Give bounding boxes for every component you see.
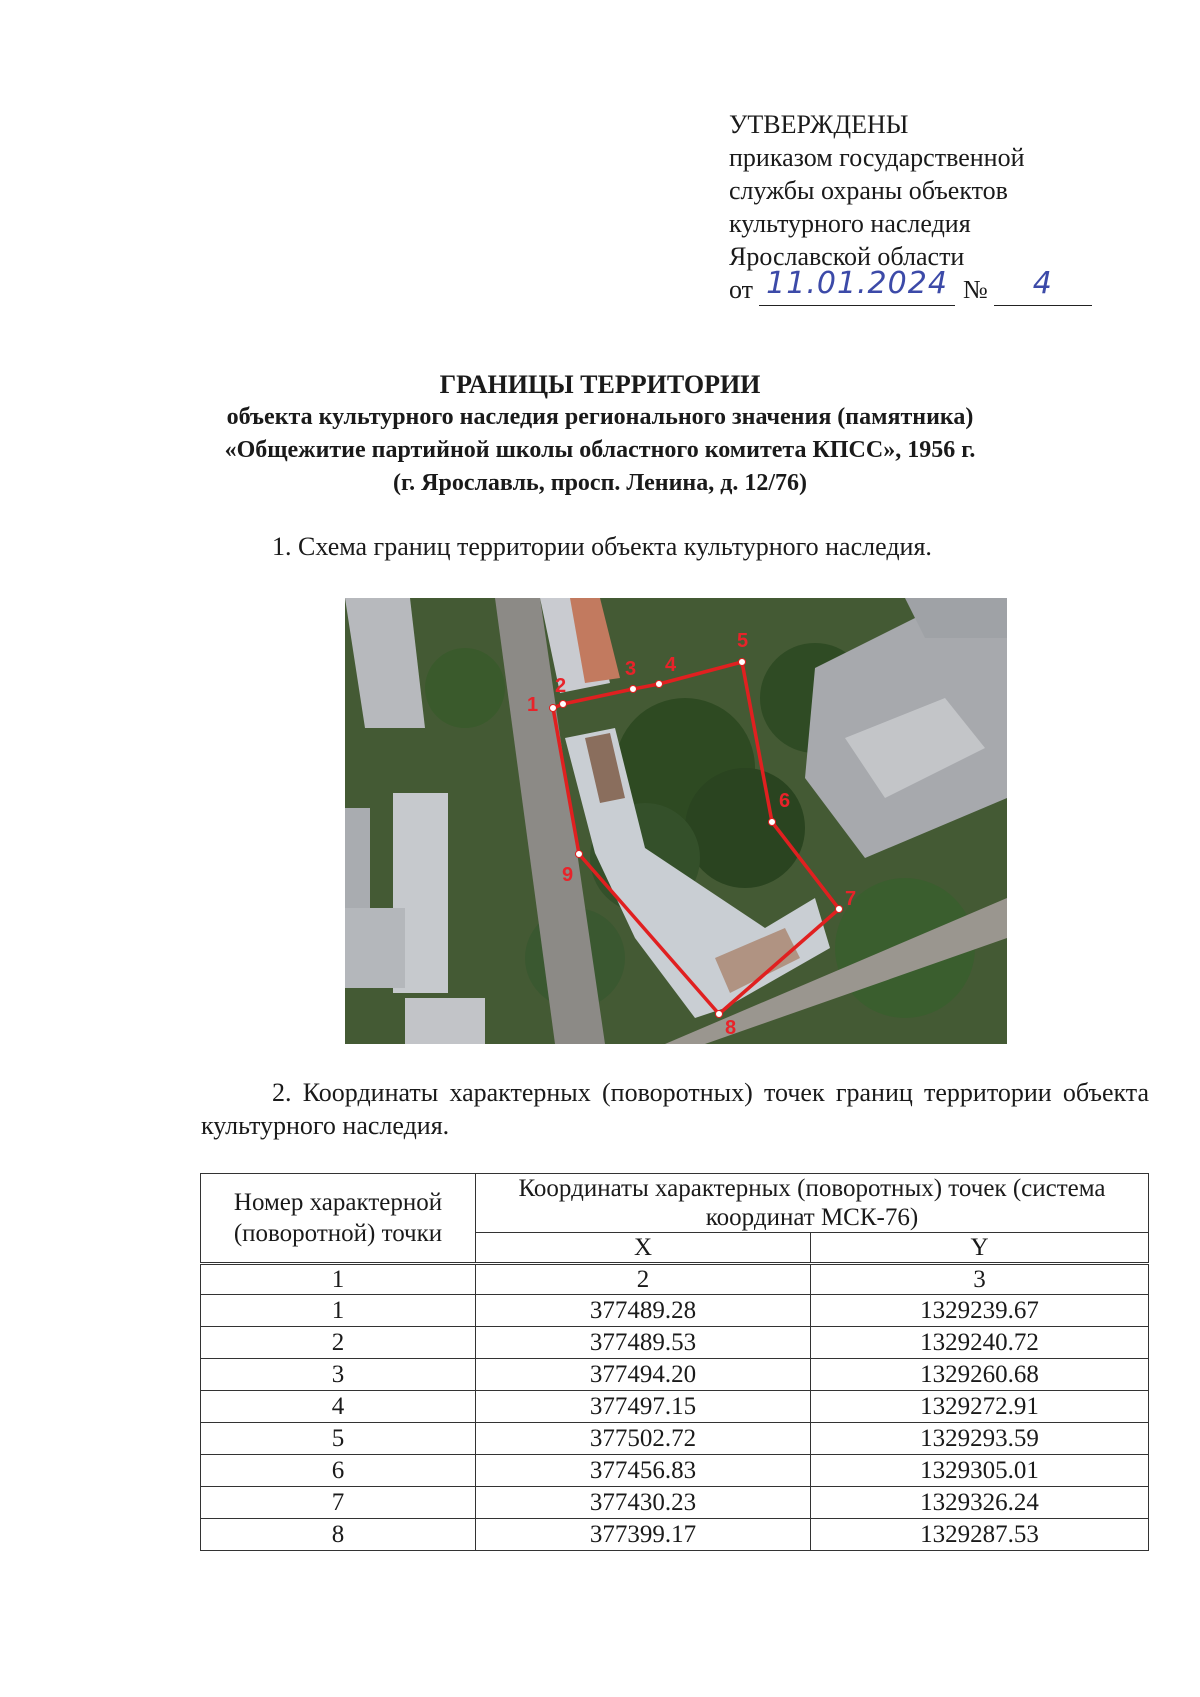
table-row	[201, 1391, 1149, 1423]
point-x: 377497.15	[476, 1391, 811, 1423]
header-coordinates: Координаты характерных (поворотных) точек (система координат МСК-76)	[476, 1174, 1149, 1233]
number-field	[994, 266, 1092, 306]
table-row	[201, 1327, 1149, 1359]
table-row	[201, 1359, 1149, 1391]
header-x: X	[476, 1233, 811, 1264]
date-field	[759, 266, 955, 306]
header-y: Y	[811, 1233, 1149, 1264]
vertex-9	[576, 851, 583, 858]
table-row	[201, 1423, 1149, 1455]
point-y: 1329239.67	[811, 1295, 1149, 1327]
vertex-1	[550, 705, 557, 712]
title-line-3: «Общежитие партийной школы областного комитета КПСС», 1956 г.	[224, 437, 976, 463]
table-header-row	[201, 1174, 1149, 1233]
point-x: 377399.17	[476, 1519, 811, 1551]
vertex-3	[630, 686, 637, 693]
boundary-vertices	[550, 659, 843, 1018]
point-x: 377494.20	[476, 1359, 811, 1391]
point-number: 2	[201, 1327, 476, 1359]
number-label: №	[963, 275, 988, 304]
approval-block	[729, 108, 1129, 306]
title-line-4: (г. Ярославль, просп. Ленина, д. 12/76)	[392, 470, 808, 496]
column-number: 1	[201, 1264, 476, 1295]
point-number: 7	[201, 1487, 476, 1519]
table-row	[201, 1519, 1149, 1551]
vertex-label-5: 5	[737, 630, 749, 652]
point-number: 3	[201, 1359, 476, 1391]
point-y: 1329305.01	[811, 1455, 1149, 1487]
column-number-row	[201, 1264, 1149, 1295]
vertex-label-9: 9	[562, 864, 574, 886]
title-line-1: ГРАНИЦЫ ТЕРРИТОРИИ	[439, 370, 761, 399]
boundary-overlay	[345, 598, 1007, 1044]
date-prefix: от	[729, 275, 754, 304]
point-x: 377502.72	[476, 1423, 811, 1455]
section-1-heading: 1. Схема границ территории объекта культурного наследия.	[272, 532, 932, 561]
point-number: 6	[201, 1455, 476, 1487]
approval-heading: УТВЕРЖДЕНЫ	[729, 110, 909, 139]
point-y: 1329260.68	[811, 1359, 1149, 1391]
vertex-7	[836, 906, 843, 913]
approval-line: службы охраны объектов	[729, 176, 1008, 205]
coordinates-table	[200, 1173, 1149, 1551]
vertex-label-4: 4	[665, 654, 677, 676]
vertex-4	[656, 681, 663, 688]
vertex-6	[769, 819, 776, 826]
approval-date-row	[729, 266, 1129, 306]
header-point-number: Номер характерной (поворотной) точки	[201, 1174, 476, 1264]
table-row	[201, 1487, 1149, 1519]
document-title	[0, 368, 1200, 500]
point-number: 1	[201, 1295, 476, 1327]
vertex-label-1: 1	[527, 694, 539, 716]
column-number: 2	[476, 1264, 811, 1295]
section-2-heading: 2. Координаты характерных (поворотных) точек границ территории объекта культурного наследия.	[201, 1078, 1149, 1140]
column-number: 3	[811, 1264, 1149, 1295]
vertex-label-2: 2	[555, 675, 567, 697]
point-y: 1329272.91	[811, 1391, 1149, 1423]
vertex-label-6: 6	[779, 790, 791, 812]
point-y: 1329240.72	[811, 1327, 1149, 1359]
point-x: 377456.83	[476, 1455, 811, 1487]
handwritten-number: 4	[1032, 266, 1053, 301]
table-row	[201, 1295, 1149, 1327]
point-y: 1329326.24	[811, 1487, 1149, 1519]
vertex-5	[739, 659, 746, 666]
vertex-label-7: 7	[845, 888, 857, 910]
point-y: 1329287.53	[811, 1519, 1149, 1551]
approval-line: Ярославской области	[729, 242, 965, 271]
vertex-label-3: 3	[625, 658, 637, 680]
approval-line: культурного наследия	[729, 209, 971, 238]
vertex-label-8: 8	[725, 1017, 737, 1039]
vertex-8	[716, 1011, 723, 1018]
point-x: 377430.23	[476, 1487, 811, 1519]
handwritten-date: 11.01.2024	[766, 266, 948, 301]
point-number: 4	[201, 1391, 476, 1423]
point-number: 5	[201, 1423, 476, 1455]
point-x: 377489.53	[476, 1327, 811, 1359]
vertex-2	[560, 701, 567, 708]
boundary-scheme-map	[345, 598, 1007, 1044]
table-row	[201, 1455, 1149, 1487]
point-x: 377489.28	[476, 1295, 811, 1327]
approval-line: приказом государственной	[729, 143, 1025, 172]
title-line-2: объекта культурного наследия регионального значения (памятника)	[226, 404, 974, 430]
point-number: 8	[201, 1519, 476, 1551]
territory-boundary-line	[553, 662, 839, 1014]
point-y: 1329293.59	[811, 1423, 1149, 1455]
